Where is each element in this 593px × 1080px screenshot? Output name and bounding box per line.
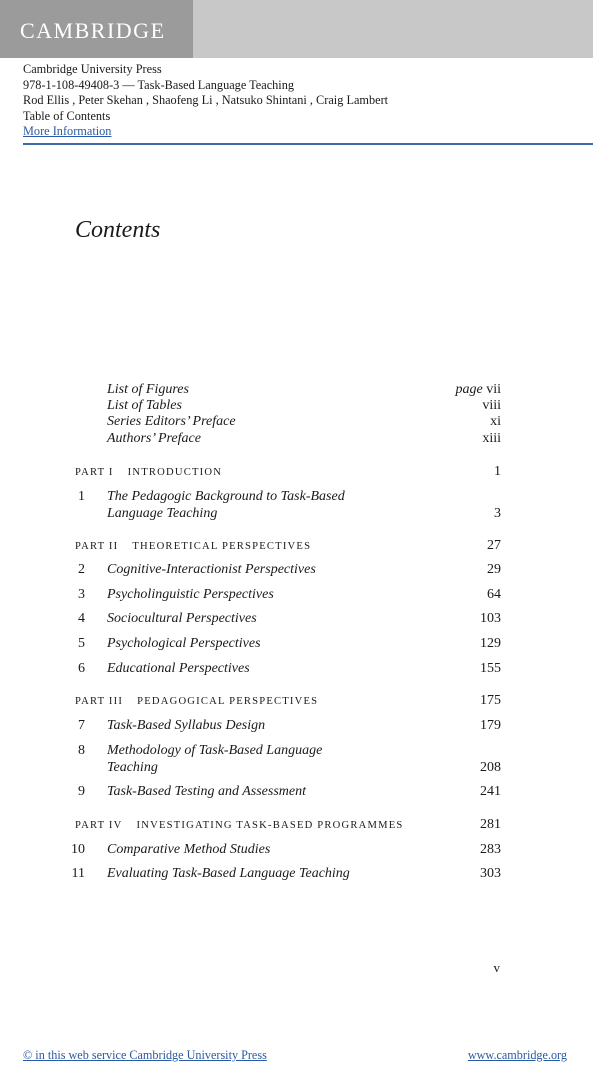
more-information-link[interactable]: More Information <box>23 124 112 139</box>
isbn-title: 978-1-108-49408-3 — Task-Based Language Teaching <box>23 77 295 92</box>
chapter-number: 3 <box>78 587 85 602</box>
part-label: PART III <box>75 696 124 707</box>
chapter-title: Task-Based Syllabus Design <box>107 718 266 733</box>
toc-entry-page: xiii <box>482 431 501 446</box>
toc-entry-title: List of Figures <box>107 382 189 397</box>
chapter-page: 283 <box>480 842 501 857</box>
chapter-title: Psychological Perspectives <box>107 636 261 651</box>
chapter-page: 303 <box>480 866 501 881</box>
publisher-logo: CAMBRIDGE <box>20 18 166 43</box>
toc-entry-title: Authors’ Preface <box>107 431 201 446</box>
chapter-number: 7 <box>78 718 85 733</box>
part-heading[interactable] <box>75 467 222 478</box>
chapter-title: Sociocultural Perspectives <box>107 611 257 626</box>
chapter-title: Cognitive-Interactionist Perspectives <box>107 562 316 577</box>
chapter-page: 64 <box>487 587 501 602</box>
page-title: Contents <box>75 217 161 243</box>
chapter-number: 1 <box>78 489 85 504</box>
toc-entry-page: viii <box>482 398 501 413</box>
chapter-page: 241 <box>480 784 501 799</box>
part-title: INTRODUCTION <box>127 467 223 478</box>
part-heading[interactable] <box>75 696 318 707</box>
chapter-page: 3 <box>494 506 501 521</box>
publisher-name: Cambridge University Press <box>23 62 162 76</box>
part-heading[interactable] <box>75 820 404 831</box>
chapter-page: 208 <box>480 760 501 775</box>
part-title: THEORETICAL PERSPECTIVES <box>132 541 312 552</box>
part-page: 27 <box>487 538 501 553</box>
part-heading[interactable] <box>75 541 311 552</box>
part-label: PART II <box>75 541 119 552</box>
section-name: Table of Contents <box>23 108 111 123</box>
chapter-title: Educational Perspectives <box>107 661 250 676</box>
chapter-page: 103 <box>480 611 501 626</box>
copyright-link[interactable]: © in this web service Cambridge University Press <box>23 1048 267 1062</box>
chapter-number: 11 <box>71 866 85 881</box>
chapter-title-continued: Teaching <box>107 760 158 775</box>
part-title: INVESTIGATING TASK-BASED PROGRAMMES <box>136 820 404 831</box>
part-label: PART IV <box>75 820 123 831</box>
chapter-page: 179 <box>480 718 501 733</box>
chapter-page: 129 <box>480 636 501 651</box>
chapter-number: 2 <box>78 562 85 577</box>
part-page: 281 <box>480 817 501 832</box>
chapter-page: 155 <box>480 661 501 676</box>
website-link[interactable]: www.cambridge.org <box>467 1048 567 1062</box>
page-prefix: page <box>455 382 483 397</box>
toc-entry-title: Series Editors’ Preface <box>107 414 236 429</box>
chapter-title: Evaluating Task-Based Language Teaching <box>107 866 350 881</box>
chapter-number: 5 <box>78 636 85 651</box>
chapter-number: 10 <box>71 842 85 857</box>
part-page: 1 <box>494 464 501 479</box>
chapter-title: Psycholinguistic Perspectives <box>107 587 274 602</box>
authors: Rod Ellis , Peter Skehan , Shaofeng Li , Natsuko Shintani , Craig Lambert <box>23 93 389 108</box>
chapter-number: 8 <box>78 743 85 758</box>
chapter-title: The Pedagogic Background to Task-Based <box>107 489 345 504</box>
chapter-number: 6 <box>78 661 85 676</box>
chapter-number: 4 <box>78 611 85 626</box>
toc-entry-page: xi <box>490 414 501 429</box>
page-folio: v <box>493 960 500 975</box>
chapter-title: Methodology of Task-Based Language <box>107 743 323 758</box>
chapter-title: Comparative Method Studies <box>107 842 271 857</box>
toc-entry-page: page vii <box>455 382 501 397</box>
chapter-number: 9 <box>78 784 85 799</box>
chapter-page: 29 <box>487 562 501 577</box>
chapter-title: Task-Based Testing and Assessment <box>107 784 307 799</box>
chapter-title-continued: Language Teaching <box>107 506 218 521</box>
part-title: PEDAGOGICAL PERSPECTIVES <box>137 696 319 707</box>
part-page: 175 <box>480 693 501 708</box>
toc-entry-title: List of Tables <box>107 398 182 413</box>
part-label: PART I <box>75 467 114 478</box>
